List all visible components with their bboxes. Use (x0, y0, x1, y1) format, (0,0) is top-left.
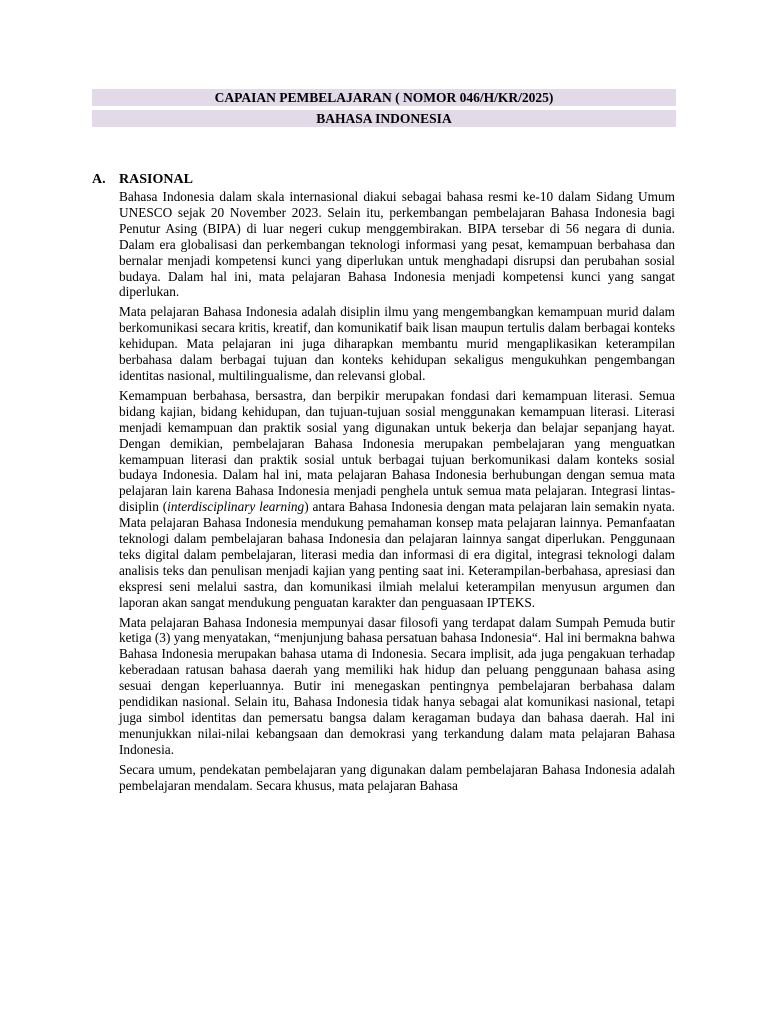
paragraph-1: Bahasa Indonesia dalam skala internasional diakui sebagai bahasa resmi ke-10 dalam Sidang Umum UNESCO sejak 20 November 2023. Selain itu, perkembangan pembelajaran Bahasa Indonesia bagi Penutur Asing (BIPA) di luar negeri cukup menggembirakan. BIPA tersebar di 56 negara di dunia. Dalam era globalisasi dan perkembangan teknologi informasi yang pesat, kemampuan berbahasa dan bernalar menjadi kompetensi kunci yang diperlukan untuk menghadapi disrupsi dan perubahan sosial budaya. Dalam hal ini, mata pelajaran Bahasa Indonesia menjadi kompetensi kunci yang sangat diperlukan. (119, 189, 675, 300)
paragraph-2: Mata pelajaran Bahasa Indonesia adalah disiplin ilmu yang mengembangkan kemampuan murid dalam berkomunikasi secara kritis, kreatif, dan komunikatif baik lisan maupun tertulis dalam berbagai konteks kehidupan. Mata pelajaran ini juga diharapkan membantu murid mengaplikasikan keterampilan berbahasa dalam berbagai tujuan dan konteks kehidupan sekaligus mengukuhkan pengembangan identitas nasional, multilingualisme, dan relevansi global. (119, 304, 675, 383)
paragraph-3-part-1: Kemampuan berbahasa, bersastra, dan berpikir merupakan fondasi dari kemampuan literasi. Semua bidang kajian, bidang kehidupan, dan tujuan-tujuan sosial menggunakan kemampuan literasi. Literasi menjadi kemampuan dan praktik sosial yang digunakan untuk bekerja dan belajar sepanjang hayat. Dengan demikian, pembelajaran Bahasa Indonesia merupakan pembelajaran yang menguatkan kemampuan literasi dan praktik sosial untuk berbagai tujuan berkomunikasi dalam konteks sosial budaya Indonesia. Dalam hal ini, mata pelajaran Bahasa Indonesia berhubungan dengan semua mata pelajaran lain karena Bahasa Indonesia menjadi penghela untuk semua mata pelajaran. Integrasi lintas-disiplin ( (119, 387, 675, 515)
paragraph-5: Secara umum, pendekatan pembelajaran yang digunakan dalam pembelajaran Bahasa Indonesia adalah pembelajaran mendalam. Secara khusus, mata pelajaran Bahasa (119, 761, 675, 793)
paragraph-3-italic-term: interdisciplinary learning (167, 499, 305, 515)
paragraph-3-part-2: ) antara Bahasa Indonesia dengan mata pelajaran lain semakin nyata. Mata pelajaran Bahasa Indonesia mendukung pemahaman konsep mata pelajaran lainnya. Pemanfaatan teknologi dalam pembelajaran bahasa Indonesia dan pelajaran lainnya sangat diperlukan. Penggunaan teks digital dalam pembelajaran, literasi media dan informasi di era digital, integrasi teknologi dalam analisis teks dan penulisan menjadi kajian yang penting saat ini. Keterampilan-berbahasa, apresiasi dan ekspresi seni melalui sastra, dan komunikasi ilmiah melalui keterampilan menyusun argumen dan laporan akan sangat mendukung penguatan karakter dan penguasaan IPTEKS. (119, 499, 675, 610)
section-letter: A. (92, 172, 106, 187)
section-title: RASIONAL (119, 172, 193, 187)
document-title: CAPAIAN PEMBELAJARAN ( NOMOR 046/H/KR/2025) (92, 89, 676, 106)
section-body (119, 189, 675, 798)
subject-title: BAHASA INDONESIA (92, 110, 676, 127)
paragraph-4: Mata pelajaran Bahasa Indonesia mempunyai dasar filosofi yang terdapat dalam Sumpah Pemuda butir ketiga (3) yang menyatakan, “menjunjung bahasa persatuan bahasa Indonesia“. Hal ini bermakna bahwa Bahasa Indonesia merupakan bahasa utama di Indonesia. Secara implisit, ada juga pengakuan terhadap keberadaan ratusan bahasa daerah yang memiliki hak hidup dan peluang penggunaan bahasa asing sesuai dengan keperluannya. Butir ini menegaskan pentingnya pembelajaran berbahasa dalam pendidikan nasional. Selain itu, Bahasa Indonesia tidak hanya sebagai alat komunikasi nasional, tetapi juga simbol identitas dan pemersatu bangsa dalam keragaman budaya dan bahasa daerah. Hal ini menunjukkan nilai-nilai kebangsaan dan demokrasi yang terkandung dalam mata pelajaran Bahasa Indonesia. (119, 614, 675, 757)
section-heading (92, 171, 193, 189)
paragraph-3 (119, 388, 675, 611)
